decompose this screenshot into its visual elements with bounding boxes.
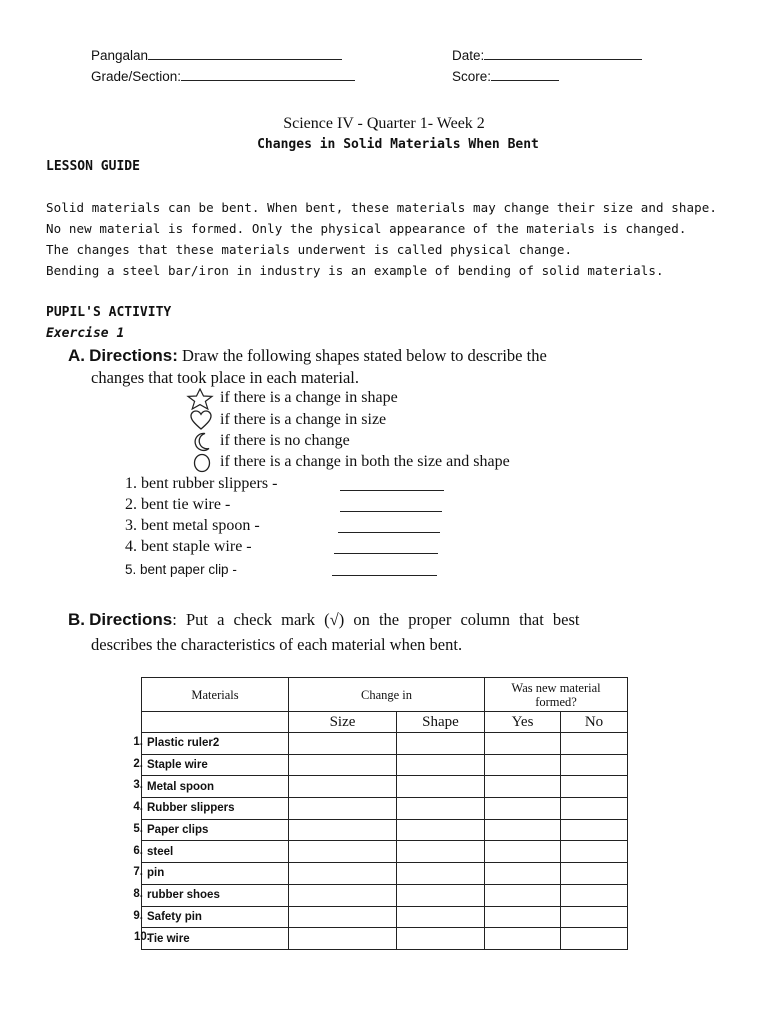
row-number: 1. (133, 736, 143, 748)
lesson-line-4: Bending a steel bar/iron in industry is an example of bending of solid materials. (46, 263, 664, 278)
date-blank[interactable] (484, 47, 642, 60)
size-cell[interactable] (289, 841, 397, 863)
shape-cell[interactable] (397, 928, 485, 950)
name-label: Pangalan (91, 48, 149, 63)
no-cell[interactable] (561, 798, 628, 820)
table-row (142, 733, 628, 755)
col-size-header: Size (289, 712, 397, 733)
lesson-line-3: The changes that these materials underwent is called physical change. (46, 242, 573, 257)
size-cell[interactable] (289, 906, 397, 928)
size-cell[interactable] (289, 776, 397, 798)
size-cell[interactable] (289, 928, 397, 950)
name-field (91, 47, 342, 63)
row-number: 2. (133, 757, 143, 770)
part-a-directions (68, 346, 547, 366)
row-number: 4. (133, 801, 143, 814)
lesson-line-1: Solid materials can be bent. When bent, these materials may change their size and shape. (46, 200, 718, 215)
item-1-blank[interactable] (340, 478, 444, 491)
legend-circle-text: if there is a change in both the size and shape (220, 453, 510, 470)
empty-header-cell (142, 712, 289, 733)
grade-label: Grade/Section: (91, 69, 182, 84)
no-cell[interactable] (561, 884, 628, 906)
legend-star-text: if there is a change in shape (220, 389, 398, 406)
col-no-header: No (561, 712, 628, 733)
activity-heading: PUPIL'S ACTIVITY (46, 305, 172, 320)
material-name: Safety pin (142, 906, 289, 928)
part-b-directions (68, 610, 580, 630)
lesson-guide-heading: LESSON GUIDE (46, 159, 140, 174)
lesson-line-2: No new material is formed. Only the physical appearance of the materials is changed. (46, 221, 687, 236)
legend-moon-text: if there is no change (220, 432, 350, 449)
yes-cell[interactable] (485, 733, 561, 755)
table-row (142, 754, 628, 776)
material-name: Metal spoon (142, 776, 289, 798)
row-number: 6. (133, 844, 143, 857)
yes-cell[interactable] (485, 841, 561, 863)
circle-icon (192, 453, 212, 473)
material-name: Staple wire (142, 754, 289, 776)
moon-icon (192, 432, 212, 452)
yes-cell[interactable] (485, 819, 561, 841)
table-row (142, 819, 628, 841)
col-yes-header: Yes (485, 712, 561, 733)
table-row (142, 884, 628, 906)
row-number: 8. (133, 887, 143, 900)
item-5: 5. bent paper clip - (125, 562, 237, 577)
shape-cell[interactable] (397, 733, 485, 755)
material-name: rubber shoes (142, 884, 289, 906)
no-cell[interactable] (561, 906, 628, 928)
col-change-header: Change in (289, 678, 485, 712)
table-row (142, 776, 628, 798)
no-cell[interactable] (561, 863, 628, 885)
score-blank[interactable] (491, 68, 559, 81)
size-cell[interactable] (289, 863, 397, 885)
material-name: Rubber slippers (142, 798, 289, 820)
exercise-label: Exercise 1 (46, 326, 125, 341)
name-blank[interactable] (148, 47, 342, 60)
score-field (452, 68, 559, 84)
no-cell[interactable] (561, 733, 628, 755)
material-name: Tie wire (142, 928, 289, 950)
heart-icon (190, 410, 212, 431)
part-b-letter: B. (68, 610, 85, 629)
item-3: 3. bent metal spoon - (125, 517, 260, 534)
material-name: steel (142, 841, 289, 863)
item-4-blank[interactable] (334, 541, 438, 554)
shape-cell[interactable] (397, 884, 485, 906)
table-row (142, 928, 628, 950)
no-cell[interactable] (561, 754, 628, 776)
score-label: Score: (452, 69, 492, 84)
part-a-label: Directions: (89, 346, 178, 365)
table-row (142, 841, 628, 863)
shape-cell[interactable] (397, 906, 485, 928)
part-b-label: Directions (89, 610, 173, 629)
yes-cell[interactable] (485, 776, 561, 798)
size-cell[interactable] (289, 754, 397, 776)
shape-cell[interactable] (397, 776, 485, 798)
item-5-blank[interactable] (332, 563, 437, 576)
date-field (452, 47, 642, 63)
row-number: 10. (134, 931, 150, 944)
part-b-text-1: : Put a check mark (√) on the proper column that best (172, 610, 580, 629)
material-name: pin (142, 863, 289, 885)
col-shape-header: Shape (397, 712, 485, 733)
table-row (142, 906, 628, 928)
row-number: 3. (133, 779, 143, 792)
shape-cell[interactable] (397, 798, 485, 820)
item-3-blank[interactable] (338, 520, 440, 533)
item-2-blank[interactable] (340, 499, 442, 512)
shape-cell[interactable] (397, 754, 485, 776)
row-number: 9. (133, 909, 143, 922)
material-name: Paper clips (142, 819, 289, 841)
item-2: 2. bent tie wire - (125, 496, 231, 513)
size-cell[interactable] (289, 819, 397, 841)
shape-cell[interactable] (397, 841, 485, 863)
item-1: 1. bent rubber slippers - (125, 475, 278, 492)
star-icon (185, 388, 215, 410)
shape-cell[interactable] (397, 863, 485, 885)
yes-cell[interactable] (485, 754, 561, 776)
page-subtitle: Changes in Solid Materials When Bent (257, 137, 539, 152)
shape-cell[interactable] (397, 819, 485, 841)
part-b-text-2: describes the characteristics of each material when bent. (91, 635, 463, 654)
grade-field (91, 68, 355, 84)
no-cell[interactable] (561, 819, 628, 841)
col-materials-header: Materials (142, 678, 289, 712)
no-cell[interactable] (561, 841, 628, 863)
part-a-text-1: Draw the following shapes stated below to describe the (182, 346, 547, 365)
table-row (142, 863, 628, 885)
materials-table (141, 677, 628, 950)
yes-cell[interactable] (485, 928, 561, 950)
size-cell[interactable] (289, 884, 397, 906)
yes-cell[interactable] (485, 798, 561, 820)
row-number: 5. (133, 822, 143, 835)
part-a-text-2: changes that took place in each material. (91, 368, 360, 387)
grade-blank[interactable] (181, 68, 355, 81)
material-name: Plastic ruler2 (142, 733, 289, 755)
date-label: Date: (452, 48, 485, 63)
row-number: 7. (133, 866, 143, 879)
yes-cell[interactable] (485, 884, 561, 906)
no-cell[interactable] (561, 928, 628, 950)
yes-cell[interactable] (485, 863, 561, 885)
size-cell[interactable] (289, 798, 397, 820)
part-a-letter: A. (68, 346, 85, 365)
size-cell[interactable] (289, 733, 397, 755)
table-row (142, 798, 628, 820)
col-new-header: Was new material formed? (485, 678, 628, 712)
page-title: Science IV - Quarter 1- Week 2 (283, 115, 485, 132)
legend-heart-text: if there is a change in size (220, 411, 387, 428)
yes-cell[interactable] (485, 906, 561, 928)
item-4: 4. bent staple wire - (125, 538, 252, 555)
no-cell[interactable] (561, 776, 628, 798)
